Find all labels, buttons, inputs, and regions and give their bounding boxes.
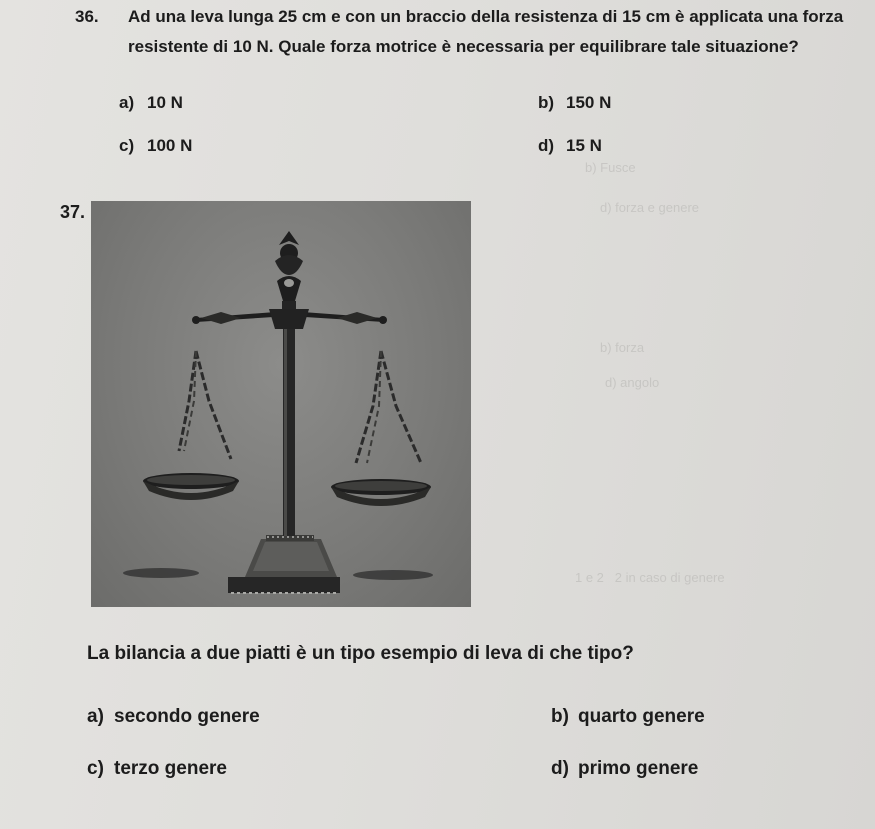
option-text: 10 N <box>147 93 183 112</box>
balance-scale-photo <box>91 201 471 607</box>
show-through-text: d) angolo <box>605 375 660 390</box>
show-through-text: d) forza e genere <box>600 200 700 215</box>
q37-option-c[interactable] <box>87 758 227 780</box>
option-letter: c) <box>87 758 104 779</box>
option-text: secondo genere <box>114 706 260 727</box>
question-37-number: 37. <box>60 202 86 222</box>
option-letter: c) <box>119 136 135 155</box>
option-letter: b) <box>538 93 555 112</box>
option-letter: d) <box>538 136 555 155</box>
option-letter: d) <box>551 758 569 779</box>
question-36-number: 36. <box>75 7 99 26</box>
option-letter: a) <box>119 93 135 112</box>
show-through-text: 1 e 2 2 in caso di genere <box>575 570 725 585</box>
question-36-text-line2: resistente di 10 N. Quale forza motrice è necessaria per equilibrare tale situazione? <box>128 37 799 56</box>
balance-scale-illustration <box>91 201 471 607</box>
option-text: 100 N <box>147 136 193 155</box>
show-through-text: b) forza <box>600 340 645 355</box>
option-letter: b) <box>551 706 569 727</box>
q36-option-c[interactable] <box>119 136 192 156</box>
show-through-text: b) Fusce <box>585 160 636 175</box>
question-37-text: La bilancia a due piatti è un tipo esempio di leva di che tipo? <box>87 643 634 664</box>
q36-option-b[interactable] <box>538 93 611 113</box>
q36-option-a[interactable] <box>119 93 183 113</box>
q37-option-b[interactable] <box>551 706 705 728</box>
option-text: primo genere <box>578 758 699 779</box>
option-text: terzo genere <box>114 758 227 779</box>
q36-option-d[interactable] <box>538 136 602 156</box>
option-text: 15 N <box>566 136 602 155</box>
question-36-text-line1: Ad una leva lunga 25 cm e con un braccio della resistenza di 15 cm è applicata una forza <box>128 7 844 26</box>
q37-option-d[interactable] <box>551 758 698 780</box>
q37-option-a[interactable] <box>87 706 260 728</box>
option-text: quarto genere <box>578 706 705 727</box>
option-letter: a) <box>87 706 104 727</box>
option-text: 150 N <box>566 93 612 112</box>
